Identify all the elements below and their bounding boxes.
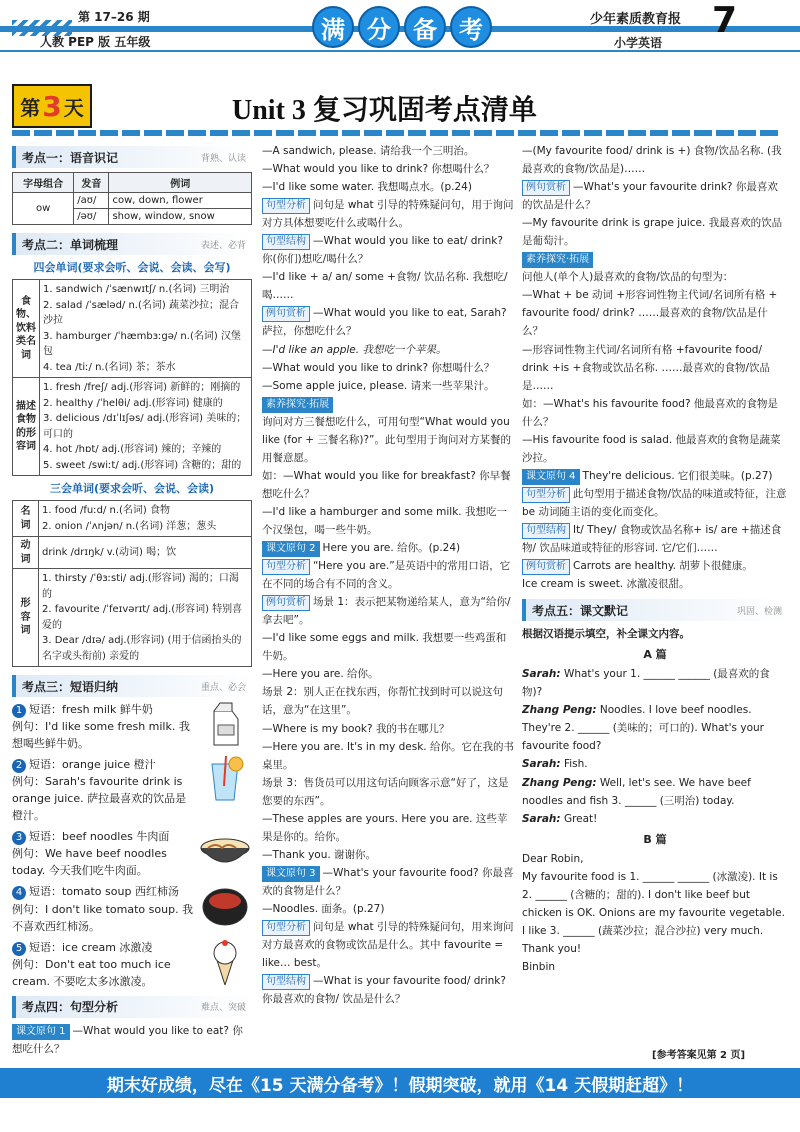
phrase-text: 短语：orange juice 橙汁 — [29, 758, 156, 772]
issue-number: 第 17–26 期 — [78, 10, 150, 24]
letter-combo: ow — [13, 193, 74, 225]
example-line: —What would you like to eat, Sarah? 萨拉，你想吃什么？ — [262, 307, 507, 338]
phrase-example: 例句：I'd like some fresh milk. 我想喝些鲜牛奶。 — [12, 720, 190, 751]
label-example: 例句赏析 — [262, 306, 310, 322]
example-line: —My favourite drink is grape juice. 我最喜欢的饮品是葡萄汁。 — [522, 217, 783, 248]
newspaper-name: 少年素质教育报 — [590, 12, 682, 27]
extension-text: —What + be 动词 +形容词性物主代词/名词所有格 + favourite food/ drink? ……最喜欢的食物/饮品是什么？ — [522, 289, 778, 338]
section-header-k2 — [12, 233, 252, 255]
footer-banner: 期末好成绩，尽在《15 天满分备考》！假期突破，就用《14 天假期赶超》！ — [0, 1068, 800, 1098]
structure-text: —What would you like to eat/ drink? 你(你们)想吃/喝什么？ — [262, 235, 503, 266]
word-item: 1. food /fuːd/ n.(名词) 食物 — [42, 505, 170, 516]
exercise-instruction: 根据汉语提示填空，补全课文内容。 — [522, 628, 690, 641]
source-sentence: —Noodles. 面条。(p.27) — [262, 902, 385, 915]
word-list — [39, 501, 252, 537]
example-line: —These apples are yours. Here you are. 这些苹果是你的。给你。 — [262, 812, 508, 843]
masthead-char: 考 — [450, 6, 492, 48]
word-item: 1. thirsty /ˈθɜːsti/ adj.(形容词) 渴的；口渴的 — [42, 573, 239, 600]
analysis-text: 此句型用于描述食物/饮品的味道或特征，注意 be 动词随主语的变化而变化。 — [522, 487, 787, 518]
section-title: 考点五：课文默记 — [532, 603, 629, 618]
word-item: 1. sandwich /ˈsænwɪtʃ/ n.(名词) 三明治 — [43, 284, 230, 295]
phrase-item — [12, 701, 252, 752]
day-badge — [12, 84, 92, 128]
phrase-item — [12, 756, 252, 824]
section-tag: 表述、必背 — [200, 240, 246, 251]
example-line: —What would you like to drink? 你想喝什么？ — [262, 361, 495, 374]
phrase-text: 短语：tomato soup 西红柿汤 — [29, 885, 179, 899]
example-words: cow, down, flower — [109, 193, 252, 209]
word-item: 4. hot /hɒt/ adj.(形容词) 辣的；辛辣的 — [43, 444, 222, 455]
dialogue-line: —A sandwich, please. 请给我一个三明治。 — [262, 145, 475, 157]
vocab-table-three-skills — [12, 500, 252, 667]
title-underline — [12, 130, 780, 136]
category-cell: 名词 — [13, 501, 39, 537]
section-title: 考点一：语音识记 — [22, 150, 119, 165]
table-row — [13, 537, 252, 569]
dialogue-line: —What would you like to drink? 你想喝什么？ — [262, 163, 495, 176]
letter-greeting: Dear Robin, — [522, 852, 584, 865]
speaker: Sarah: — [522, 758, 561, 771]
word-item: 4. tea /tiː/ n.(名词) 茶；茶水 — [43, 361, 176, 373]
unit-title: Unit 3 复习巩固考点清单 — [232, 95, 537, 126]
category-cell: 形容词 — [13, 569, 39, 667]
phonetic: /aʊ/ — [74, 193, 109, 209]
subsection-title: 四会单词(要求会听、会说、会读、会写) — [33, 261, 231, 274]
milk-carton-icon — [198, 701, 252, 747]
category-cell: 动词 — [13, 537, 39, 569]
phrase-text: 短语：ice cream 冰激凌 — [29, 940, 153, 954]
phrase-number: 4 — [12, 886, 26, 900]
edition-label: 人教 PEP 版 五年级 — [40, 35, 151, 49]
word-item: 2. healthy /ˈhelθi/ adj.(形容词) 健康的 — [43, 397, 223, 409]
extension-text: 询问对方三餐想吃什么，可用句型“What would you like (for + 三餐名称)?”。此句型用于询问对方某餐的用餐意愿。 — [262, 415, 511, 464]
table-header: 字母组合 — [13, 173, 74, 193]
section-tag: 重点、必会 — [200, 682, 246, 693]
source-sentence: Here you are. 给你。(p.24) — [322, 542, 461, 555]
page-header — [0, 0, 800, 78]
column-left — [12, 142, 252, 1062]
section-header-k5 — [522, 599, 788, 621]
word-item: 3. Dear /dɪə/ adj.(形容词) (用于信函抬头的名字或头衔前) 亲爱的 — [42, 635, 242, 662]
soup-bowl-icon — [198, 883, 252, 929]
source-sentence: —What would you like to eat? 你想吃什么？ — [12, 1024, 243, 1055]
category-cell: 食物、饮料类名词 — [13, 280, 40, 378]
label-source-sentence: 课文原句 2 — [262, 541, 320, 557]
masthead-title — [312, 6, 492, 52]
label-analysis: 句型分析 — [262, 198, 310, 214]
dialogue-line: Great! — [563, 812, 598, 825]
analysis-text: 问句是 what 引导的特殊疑问句，用于询问对方具体想要吃什么或喝什么。 — [262, 199, 514, 230]
example-line: —Here you are. 给你。 — [262, 668, 379, 681]
table-header: 发音 — [74, 173, 109, 193]
speaker: Sarah: — [522, 812, 561, 825]
word-item: 2. salad /ˈsæləd/ n.(名词) 蔬菜沙拉；混合沙拉 — [43, 299, 239, 326]
phonetic: /əʊ/ — [74, 209, 109, 225]
word-item: 5. sweet /swiːt/ adj.(形容词) 含糖的；甜的 — [43, 459, 242, 471]
letter-closing: Thank you! — [522, 942, 582, 955]
category-cell: 描述食物的形容词 — [13, 378, 40, 476]
word-item: 3. hamburger /ˈhæmbɜːgə/ n.(名词) 汉堡包 — [43, 330, 241, 357]
example-line: —Some apple juice, please. 请来一些苹果汁。 — [262, 379, 495, 392]
speaker: Sarah: — [522, 668, 561, 681]
day-post: 天 — [63, 95, 84, 120]
table-row — [13, 378, 252, 476]
phrase-text: 短语：fresh milk 鲜牛奶 — [29, 703, 153, 716]
word-list — [40, 378, 252, 476]
table-row — [13, 280, 252, 378]
label-extension: 素养探究·拓展 — [262, 397, 333, 413]
section-tag: 难点、突破 — [200, 1003, 246, 1014]
structure-text: —I'd like + a/ an/ some +食物/ 饮品名称. 我想吃/喝…… — [262, 271, 508, 302]
subsection-title: 三会单词(要求会听、会说、会读) — [49, 482, 215, 495]
example-line: Ice cream is sweet. 冰激凌很甜。 — [522, 578, 690, 591]
label-source-sentence: 课文原句 1 — [12, 1024, 70, 1040]
label-source-sentence: 课文原句 4 — [522, 469, 580, 485]
page-number: 7 — [712, 0, 738, 41]
dialogue-line: Fish. — [563, 758, 588, 771]
ice-cream-icon — [198, 939, 252, 985]
label-analysis: 句型分析 — [262, 559, 310, 575]
structure-text: It/ They/ 食物或饮品名称+ is/ are +描述食物/ 饮品味道或特征的形容词. 它/它们…… — [522, 523, 782, 555]
section-header-k1 — [12, 146, 252, 168]
example-line: 场景 1：表示把某物递给某人，意为“给你/拿去吧”。 — [262, 596, 511, 627]
extension-text: —形容词性物主代词/名词所有格 +favourite food/ drink +is +食物或饮品名称. ……最喜欢的食物/饮品是…… — [522, 343, 771, 392]
word-list — [39, 537, 252, 569]
section-tag: 巩固、检测 — [736, 606, 782, 617]
label-source-sentence: 课文原句 3 — [262, 866, 320, 882]
section-title: 考点二：单词梳理 — [22, 237, 119, 252]
speaker: Zhang Peng: — [522, 776, 597, 789]
section-header-k3 — [12, 675, 252, 697]
phrase-item — [12, 939, 252, 990]
extension-text: —His favourite food is salad. 他最喜欢的食物是蔬菜沙拉。 — [522, 433, 781, 464]
phrase-item — [12, 883, 252, 934]
source-sentence: They're delicious. 它们很美味。(p.27) — [582, 469, 773, 482]
masthead-char: 分 — [358, 6, 400, 48]
vocab-table-four-skills — [12, 279, 252, 476]
part-b-title: B 篇 — [643, 832, 667, 846]
day-number: 3 — [42, 89, 62, 123]
label-structure: 句型结构 — [522, 523, 570, 539]
label-analysis: 句型分析 — [262, 920, 310, 936]
extension-text: 如：—What's his favourite food? 他最喜欢的食物是什么？ — [522, 397, 778, 428]
phrase-example: 例句：We have beef noodles today. 今天我们吃牛肉面。 — [12, 847, 167, 878]
structure-text: —What is your favourite food/ drink? 你最喜欢的食物/ 饮品是什么？ — [262, 975, 506, 1006]
subject-label: 小学英语 — [614, 36, 663, 50]
label-structure: 句型结构 — [262, 234, 310, 250]
section-tag: 背熟、认读 — [200, 153, 246, 164]
table-row — [13, 569, 252, 667]
phonics-table — [12, 172, 252, 225]
table-header: 例词 — [109, 173, 252, 193]
phrase-text: 短语：beef noodles 牛肉面 — [29, 830, 170, 844]
day-pre: 第 — [20, 95, 41, 120]
part-a-title: A 篇 — [643, 648, 667, 662]
example-line: 如：—What would you like for breakfast? 你早餐想吃什么？ — [262, 469, 511, 500]
example-line: —I'd like some eggs and milk. 我想要一些鸡蛋和牛奶。 — [262, 632, 507, 663]
word-list — [39, 569, 252, 667]
speaker: Zhang Peng: — [522, 704, 597, 717]
section-title: 考点四：句型分析 — [22, 1000, 119, 1015]
label-analysis: 句型分析 — [522, 487, 570, 503]
noodle-bowl-icon — [198, 828, 252, 874]
example-line: —What's your favourite drink? 你最喜欢的饮品是什么？ — [522, 181, 778, 212]
extension-text: 问他人(单个人)最喜欢的食物/饮品的句型为： — [522, 271, 734, 284]
analysis-text: 问句是 what 引导的特殊疑问句，用来询问对方最喜欢的食物或饮品是什么。其中 favourite = like… best。 — [262, 921, 514, 970]
analysis-text: “Here you are.”是英语中的常用口语，它在不同的场合有不同的含义。 — [262, 560, 511, 591]
word-item: 2. onion /ˈʌnjən/ n.(名词) 洋葱；葱头 — [42, 520, 217, 532]
example-line: —Here you are. It's in my desk. 给你。它在我的书桌里。 — [262, 740, 514, 771]
example-line: —I'd like a hamburger and some milk. 我想吃一个汉堡包，喝一些牛奶。 — [262, 505, 507, 536]
example-line: —Where is my book? 我的书在哪儿？ — [262, 722, 450, 735]
phrase-item — [12, 828, 252, 879]
structure-text: —(My favourite food/ drink is +) 食物/饮品名称. (我最喜欢的食物/饮品是)…… — [522, 145, 782, 176]
example-line: —I'd like an apple. 我想吃一个苹果。 — [262, 343, 447, 356]
label-example: 例句赏析 — [522, 180, 570, 196]
phrase-example: 例句：I don't like tomato soup. 我不喜欢西红柿汤。 — [12, 902, 194, 933]
dialogue-line: —I'd like some water. 我想喝点水。(p.24) — [262, 181, 472, 194]
section-header-k4 — [12, 996, 252, 1018]
example-line: 场景 2：别人正在找东西，你帮忙找到时可以说这句话，意为“在这里”。 — [262, 686, 504, 717]
source-sentence: —What's your favourite food? 你最喜欢的食物是什么？ — [262, 866, 514, 897]
juice-glass-icon — [198, 756, 252, 802]
dialogue-fill-blank[interactable]: What's your 1. ______ ______ (最喜欢的食物)? — [522, 668, 770, 699]
section-title: 考点三：短语归纳 — [22, 679, 119, 694]
masthead-char: 满 — [312, 6, 354, 48]
column-middle — [262, 142, 514, 1062]
column-right — [522, 142, 788, 1062]
phrase-number: 3 — [12, 831, 26, 845]
word-item: 2. favourite /ˈfeɪvərɪt/ adj.(形容词) 特别喜爱的 — [42, 604, 243, 631]
word-item: 1. fresh /freʃ/ adj.(形容词) 新鲜的；刚摘的 — [43, 382, 241, 393]
word-item: drink /drɪŋk/ v.(动词) 喝；饮 — [42, 546, 177, 558]
example-words: show, window, snow — [109, 209, 252, 225]
letter-body-fill-blank[interactable]: My favourite food is 1. ______ ______ (冰激凌). It is 2. ______ (含糖的；甜的). I don't like beef but chicken is OK. Onions are my favourite vegetable. I like 3. ______ (蔬菜沙拉；混合沙拉) very much. — [522, 870, 785, 937]
letter-signature: Binbin — [522, 960, 556, 973]
label-structure: 句型结构 — [262, 974, 310, 990]
example-line: —Thank you. 谢谢你。 — [262, 848, 377, 861]
phrase-number: 1 — [12, 704, 26, 718]
phrase-number: 5 — [12, 942, 26, 956]
label-example: 例句赏析 — [262, 595, 310, 611]
masthead-char: 备 — [404, 6, 446, 48]
word-item: 3. delicious /dɪˈlɪʃəs/ adj.(形容词) 美味的；可口的 — [43, 413, 247, 440]
phrase-number: 2 — [12, 759, 26, 773]
table-row — [13, 193, 252, 209]
word-list — [40, 280, 252, 378]
label-extension: 素养探究·拓展 — [522, 252, 593, 268]
dialogue-fill-blank[interactable]: Noodles. I love beef noodles. They're 2. ______ (美味的；可口的). What's your favourite food? — [522, 704, 764, 753]
phrase-example: 例句：Don't eat too much ice cream. 不要吃太多冰激凌。 — [12, 957, 171, 988]
phrase-example: 例句：Sarah's favourite drink is orange juice. 萨拉最喜欢的饮品是橙汁。 — [12, 775, 187, 823]
example-line: Carrots are healthy. 胡萝卜很健康。 — [573, 560, 753, 573]
table-row — [13, 501, 252, 537]
example-line: 场景 3：售货员可以用这句话向顾客示意“好了，这是您要的东西”。 — [262, 776, 509, 807]
answer-reference: [参考答案见第 2 页] — [652, 1050, 746, 1061]
dialogue-fill-blank[interactable]: Well, let's see. We have beef noodles and fish 3. ______ (三明治) today. — [522, 776, 751, 807]
label-example: 例句赏析 — [522, 559, 570, 575]
